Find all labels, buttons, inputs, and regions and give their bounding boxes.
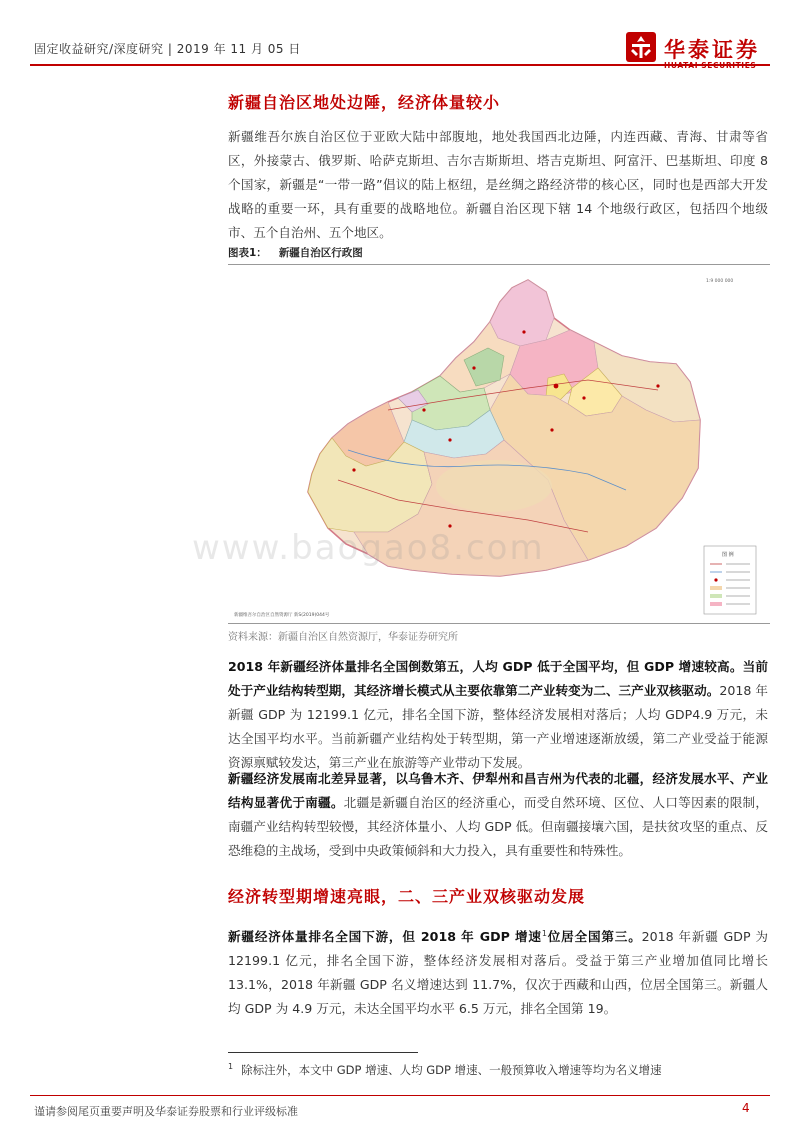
paragraph-gdp-growth-body: 2018 年新疆 GDP 为 12199.1 亿元，排名全国下游，整体经济发展相对落后。受益于第三产业增加值同比增长 13.1%，2018 年新疆 GDP 名义增速达到 11.7%，仅次于西藏和山西，位居全国第三。新疆人均 GDP 为 4.9 万元，未达全国平均水平 6.5 万元，排名全国第 19。 xyxy=(228,929,768,1017)
paragraph-north-south-lead: 新疆经济发展南北差异显著，以乌鲁木齐、伊犁州和昌吉州为代表的北疆，经济发展水平、产业结构显著优于南疆。 xyxy=(228,771,768,810)
section-title-2: 经济转型期增速亮眼，二、三产业双核驱动发展 xyxy=(228,887,586,906)
region-altay xyxy=(490,280,554,346)
paragraph-gdp-growth-lead-2: 位居全国第三。 xyxy=(546,929,642,945)
logo-chinese-name: 华泰证券 xyxy=(664,38,760,62)
paragraph-gdp-growth-lead-1: 新疆经济体量排名全国下游，但 2018 年 GDP 增速 xyxy=(228,929,542,945)
figure-bottom-rule xyxy=(228,623,770,624)
paragraph-economy-size-lead: 2018 年新疆经济体量排名全国倒数第五，人均 GDP 低于全国平均，但 GDP 增速较高。当前处于产业结构转型期，其经济增长模式从主要依靠第二产业转变为二、三产业双核驱动。 xyxy=(228,659,768,698)
xinjiang-admin-map xyxy=(228,270,770,622)
figure-top-rule xyxy=(228,264,770,265)
taklimakan-desert xyxy=(436,460,552,512)
header-divider xyxy=(30,64,770,66)
map-caption: 新疆维吾尔自治区自然资源厅 新S(2019)044号 xyxy=(234,613,330,618)
header-report-info: 固定收益研究/深度研究 | 2019 年 11 月 05 日 xyxy=(34,42,301,56)
map-legend-title: 图 例 xyxy=(722,552,734,558)
huatai-logo-icon xyxy=(626,32,656,62)
section-title-1: 新疆自治区地处边陲，经济体量较小 xyxy=(228,93,501,112)
footer-divider xyxy=(30,1095,770,1096)
footnote xyxy=(228,1062,662,1078)
page-number: 4 xyxy=(742,1101,750,1115)
paragraph-economy-size xyxy=(228,655,768,775)
map-scale: 1:9 000 000 xyxy=(706,279,734,284)
footnote-text: 除标注外，本文中 GDP 增速、人均 GDP 增速、一般预算收入增速等均为名义增速 xyxy=(241,1063,662,1077)
footnote-number: 1 xyxy=(228,1062,234,1072)
paragraph-north-south xyxy=(228,767,768,863)
paragraph-gdp-growth xyxy=(228,922,768,1021)
figure-source: 资料来源：新疆自治区自然资源厅，华泰证券研究所 xyxy=(228,632,458,643)
map-legend xyxy=(704,546,756,614)
footnote-divider xyxy=(228,1052,418,1053)
figure-title xyxy=(228,245,375,260)
paragraph-north-south-body: 北疆是新疆自治区的经济重心，而受自然环境、区位、人口等因素的限制，南疆产业结构转型较慢，其经济体量小、人均 GDP 低。但南疆接壤六国，是扶贫攻坚的重点、反恐维稳的主战场，受到中央政策倾斜和大力投入，具有重要性和特殊性。 xyxy=(228,795,769,858)
huatai-logo xyxy=(626,32,776,72)
figure-label: 图表1： xyxy=(228,247,267,259)
paragraph-economy-size-body: 2018 年新疆 GDP 为 12199.1 亿元，排名全国下游，整体经济发展相对落后；人均 GDP4.9 万元，未达全国平均水平。当前新疆产业结构处于转型期，第一产业增速逐渐放缓，第二产业受益于能源资源禀赋较发达，第三产业在旅游等产业带动下发展。 xyxy=(228,683,768,770)
footnote-ref: 1 xyxy=(541,929,547,938)
intro-paragraph: 新疆维吾尔族自治区位于亚欧大陆中部腹地，地处我国西北边陲，内连西藏、青海、甘肃等省区，外接蒙古、俄罗斯、哈萨克斯坦、吉尔吉斯斯坦、塔吉克斯坦、阿富汗、巴基斯坦、印度 8 个国家，新疆是“一带一路”倡议的陆上枢纽，是丝绸之路经济带的核心区，同时也是西部大开发战略的重要一环，具有重要的战略地位。新疆自治区现下辖 14 个地级行政区，包括四个地级市、五个自治州、五个地区。 xyxy=(228,129,768,240)
footer-disclaimer: 谨请参阅尾页重要声明及华泰证券股票和行业评级标准 xyxy=(34,1105,298,1118)
figure-caption: 新疆自治区行政图 xyxy=(278,247,363,259)
watermark: www.baogao8.com xyxy=(192,528,545,568)
